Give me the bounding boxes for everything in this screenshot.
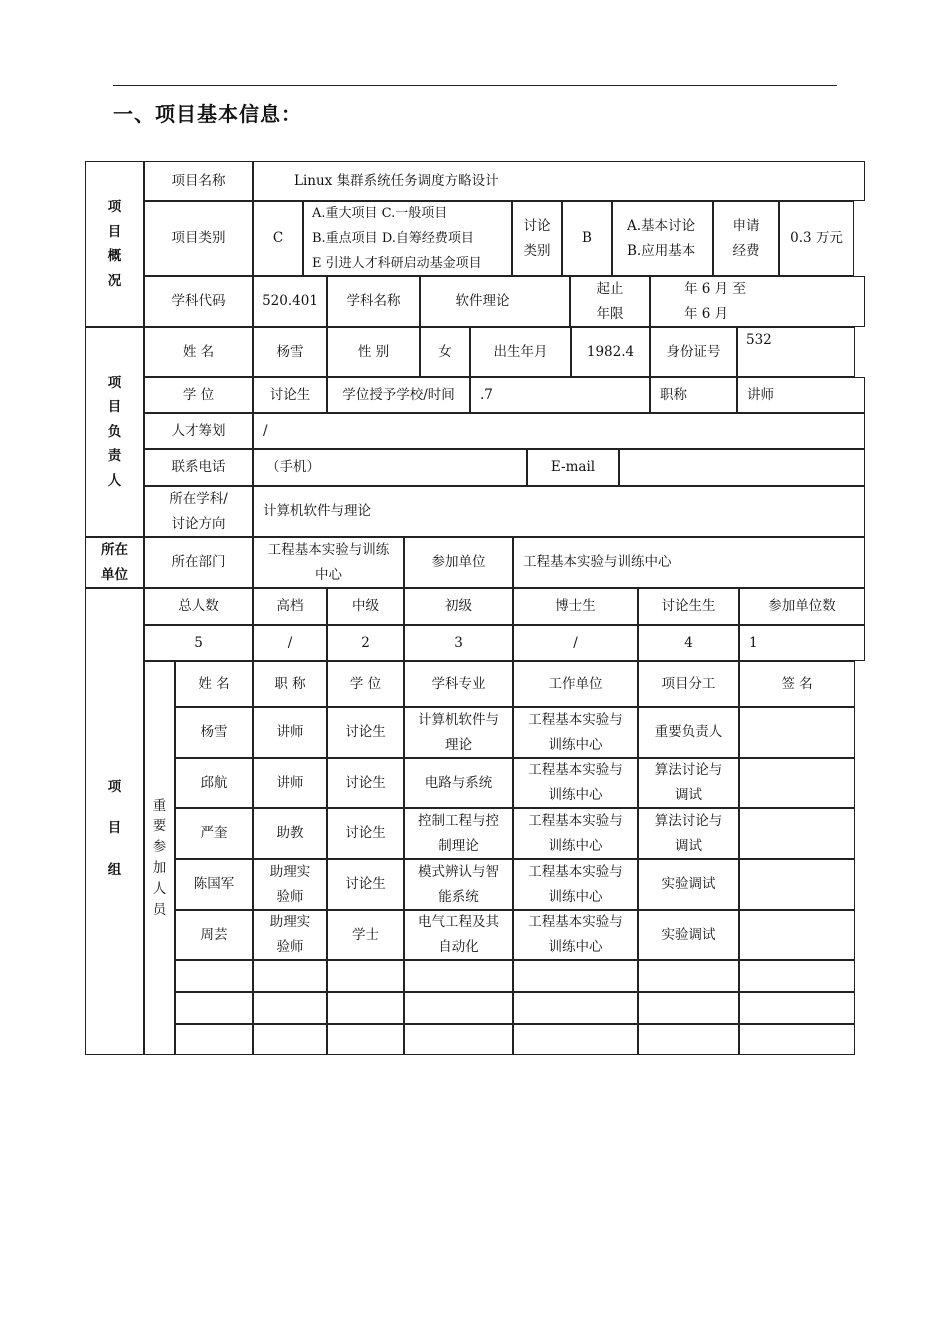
member-cell[interactable]: 计算机软件与 理论 (404, 707, 513, 758)
member-cell[interactable] (638, 960, 739, 992)
member-cell[interactable] (253, 992, 327, 1024)
project-name-value[interactable]: Linux 集群系统任务调度方略设计 (253, 161, 865, 201)
member-cell[interactable]: 模式辨认与智 能系统 (404, 859, 513, 910)
subject-name-label: 学科名称 (327, 276, 420, 327)
member-cell[interactable]: 工程基本实验与 训练中心 (513, 859, 638, 910)
member-header-cell: 姓 名 (175, 661, 253, 707)
title-value[interactable]: 讲师 (737, 377, 865, 413)
subject-name-value[interactable]: 软件理论 (420, 276, 570, 327)
title-label: 职称 (650, 377, 737, 413)
email-label: E-mail (527, 449, 619, 486)
count-header: 中级 (327, 588, 404, 625)
count-value[interactable]: 5 (144, 625, 253, 661)
department-value[interactable]: 工程基本实验与训练 中心 (253, 537, 404, 588)
section-title: 一、项目基本信息： (113, 102, 302, 126)
member-header-cell: 项目分工 (638, 661, 739, 707)
member-cell[interactable] (253, 960, 327, 992)
member-cell[interactable] (739, 859, 855, 910)
member-cell[interactable]: 讲师 (253, 758, 327, 808)
discuss-type-value[interactable]: B (562, 201, 612, 276)
member-cell[interactable]: 实验调试 (638, 910, 739, 960)
member-cell[interactable] (404, 1024, 513, 1055)
count-header: 高档 (253, 588, 327, 625)
member-cell[interactable] (739, 758, 855, 808)
member-cell[interactable] (327, 960, 404, 992)
member-cell[interactable]: 算法讨论与 调试 (638, 758, 739, 808)
member-cell[interactable]: 工程基本实验与 训练中心 (513, 808, 638, 859)
member-cell[interactable]: 讨论生 (327, 707, 404, 758)
project-type-label: 项目类别 (144, 201, 253, 276)
subject-code-value[interactable]: 520.401 (253, 276, 327, 327)
birth-label: 出生年月 (470, 327, 571, 377)
project-name-label: 项目名称 (144, 161, 253, 201)
join-unit-label: 参加单位 (404, 537, 513, 588)
member-cell[interactable] (739, 808, 855, 859)
member-cell[interactable] (327, 992, 404, 1024)
fund-value[interactable]: 0.3 万元 (779, 201, 854, 276)
join-unit-value[interactable]: 工程基本实验与训练中心 (513, 537, 865, 588)
member-cell[interactable]: 讲师 (253, 707, 327, 758)
project-type-value[interactable]: C (253, 201, 303, 276)
overview-group-label: 项 目 概 况 (85, 161, 144, 327)
member-cell[interactable] (739, 910, 855, 960)
count-value[interactable]: / (513, 625, 638, 661)
member-cell[interactable] (513, 992, 638, 1024)
count-header: 参加单位数 (739, 588, 865, 625)
member-cell[interactable]: 助理实 验师 (253, 859, 327, 910)
member-cell[interactable]: 杨雪 (175, 707, 253, 758)
member-cell[interactable]: 学士 (327, 910, 404, 960)
discuss-type-label: 讨论 类别 (512, 201, 562, 276)
member-cell[interactable] (327, 1024, 404, 1055)
period-value[interactable]: 年 6 月 至 年 6 月 (650, 276, 865, 327)
email-value[interactable] (619, 449, 865, 486)
phone-value[interactable]: （手机） (253, 449, 527, 486)
member-cell[interactable]: 重要负责人 (638, 707, 739, 758)
leader-group-label: 项 目 负 责 人 (85, 327, 144, 537)
count-value[interactable]: 2 (327, 625, 404, 661)
member-cell[interactable] (513, 960, 638, 992)
count-header: 总人数 (144, 588, 253, 625)
member-cell[interactable] (175, 992, 253, 1024)
discuss-type-options: A.基本讨论 B.应用基本 (612, 201, 713, 276)
degree-school-value[interactable]: .7 (470, 377, 650, 413)
degree-label: 学 位 (144, 377, 253, 413)
member-header-cell: 职 称 (253, 661, 327, 707)
member-cell[interactable]: 讨论生 (327, 808, 404, 859)
member-cell[interactable]: 讨论生 (327, 859, 404, 910)
unit-group-label: 所在 单位 (85, 537, 144, 588)
id-value[interactable]: 532 (737, 327, 855, 377)
member-cell[interactable]: 严奎 (175, 808, 253, 859)
member-cell[interactable]: 助理实 验师 (253, 910, 327, 960)
team-group-label: 项 目 组 (85, 588, 144, 1055)
member-cell[interactable] (404, 992, 513, 1024)
member-cell[interactable] (739, 992, 855, 1024)
degree-value[interactable]: 讨论生 (253, 377, 327, 413)
member-cell[interactable]: 工程基本实验与 训练中心 (513, 707, 638, 758)
member-cell[interactable]: 讨论生 (327, 758, 404, 808)
leader-name-value[interactable]: 杨雪 (253, 327, 327, 377)
member-cell[interactable] (739, 1024, 855, 1055)
subject-code-label: 学科代码 (144, 276, 253, 327)
degree-school-label: 学位授予学校/时间 (327, 377, 470, 413)
member-cell[interactable] (175, 1024, 253, 1055)
period-label: 起止 年限 (570, 276, 650, 327)
gender-value[interactable]: 女 (420, 327, 470, 377)
count-header: 初级 (404, 588, 513, 625)
member-cell[interactable]: 工程基本实验与 训练中心 (513, 910, 638, 960)
member-cell[interactable] (175, 960, 253, 992)
member-cell[interactable] (739, 707, 855, 758)
member-cell[interactable]: 算法讨论与 调试 (638, 808, 739, 859)
member-cell[interactable]: 控制工程与控 制理论 (404, 808, 513, 859)
member-cell[interactable]: 电气工程及其 自动化 (404, 910, 513, 960)
gender-label: 性 别 (327, 327, 420, 377)
direction-label: 所在学科/ 讨论方向 (144, 486, 253, 537)
member-cell[interactable]: 邱航 (175, 758, 253, 808)
id-label: 身份证号 (650, 327, 737, 377)
phone-label: 联系电话 (144, 449, 253, 486)
members-group-label: 重 要 参 加 人 员 (144, 661, 175, 1055)
count-value[interactable]: 1 (739, 625, 865, 661)
count-value[interactable]: / (253, 625, 327, 661)
department-label: 所在部门 (144, 537, 253, 588)
member-header-cell: 工作单位 (513, 661, 638, 707)
member-cell[interactable] (404, 960, 513, 992)
birth-value[interactable]: 1982.4 (571, 327, 650, 377)
member-header-cell: 签 名 (739, 661, 855, 707)
member-cell[interactable]: 工程基本实验与 训练中心 (513, 758, 638, 808)
count-header: 博士生 (513, 588, 638, 625)
member-cell[interactable]: 陈国军 (175, 859, 253, 910)
member-cell[interactable]: 实验调试 (638, 859, 739, 910)
direction-value[interactable]: 计算机软件与理论 (253, 486, 865, 537)
member-cell[interactable]: 助教 (253, 808, 327, 859)
member-cell[interactable] (513, 1024, 638, 1055)
member-cell[interactable]: 周芸 (175, 910, 253, 960)
count-header: 讨论生生 (638, 588, 739, 625)
talent-label: 人才筹划 (144, 413, 253, 449)
project-type-options: A.重大项目 C.一般项目 B.重点项目 D.自筹经费项目 E 引进人才科研启动基金项目 (303, 201, 512, 276)
header-rule (113, 85, 837, 86)
fund-label: 申请 经费 (713, 201, 779, 276)
member-cell[interactable] (638, 992, 739, 1024)
count-value[interactable]: 4 (638, 625, 739, 661)
leader-name-label: 姓 名 (144, 327, 253, 377)
talent-value[interactable]: / (253, 413, 865, 449)
member-cell[interactable] (638, 1024, 739, 1055)
count-value[interactable]: 3 (404, 625, 513, 661)
member-cell[interactable] (739, 960, 855, 992)
member-cell[interactable] (253, 1024, 327, 1055)
member-header-cell: 学科专业 (404, 661, 513, 707)
member-cell[interactable]: 电路与系统 (404, 758, 513, 808)
member-header-cell: 学 位 (327, 661, 404, 707)
